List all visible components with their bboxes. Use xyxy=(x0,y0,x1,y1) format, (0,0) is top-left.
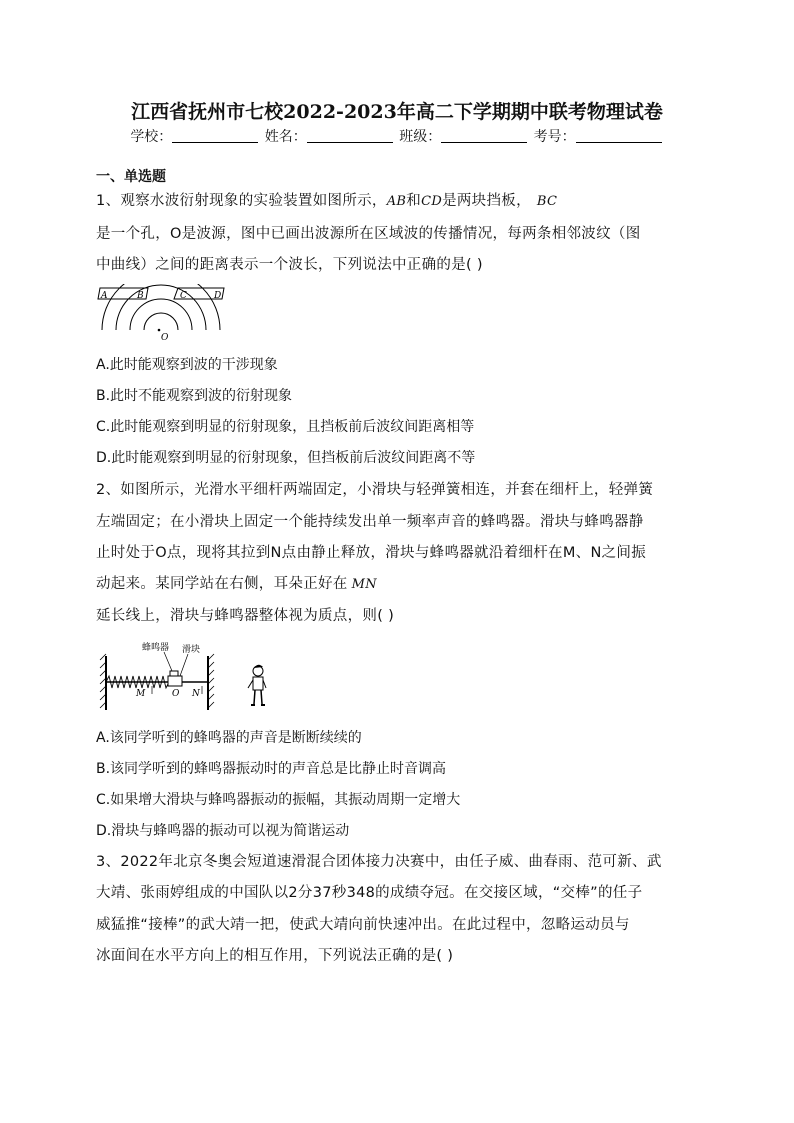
q2-figure-spring-buzzer xyxy=(96,638,276,718)
q1-option-b[interactable]: B.此时不能观察到波的衍射现象 xyxy=(96,388,293,404)
section-heading: 一、单选题 xyxy=(96,169,166,185)
q2-option-a[interactable]: A.该同学听到的蜂鸣器的声音是断断续续的 xyxy=(96,730,362,746)
q3-line-1: 3、2022年北京冬奥会短道速滑混合团体接力决赛中，由任子威、曲春雨、范可新、武 xyxy=(96,854,662,870)
label-n: N xyxy=(192,689,200,699)
q3-line-4: 冰面间在水平方向上的相互作用，下列说法正确的是( ) xyxy=(96,948,454,964)
class-label: 班级： xyxy=(399,129,442,145)
q2-line-3: 止时处于O点，现将其拉到N点由静止释放，滑块与蜂鸣器就沿着细杆在M、N之间振 xyxy=(96,545,647,561)
q1-line-3: 中曲线）之间的距离表示一个波长，下列说法中正确的是( ) xyxy=(96,257,483,273)
q1-option-d[interactable]: D.此时能观察到明显的衍射现象，但挡板前后波纹间距离不等 xyxy=(96,450,476,466)
q2-line-4: 动起来。某同学站在右侧，耳朵正好在 MN xyxy=(96,576,377,592)
q1-line-2: 是一个孔，O是波源，图中已画出波源所在区域波的传播情况，每两条相邻波纹（图 xyxy=(96,226,641,242)
q1-option-a[interactable]: A.此时能观察到波的干涉现象 xyxy=(96,357,278,373)
label-d: D xyxy=(214,291,222,301)
q2-line-1: 2、如图所示，光滑水平细杆两端固定，小滑块与轻弹簧相连，并套在细杆上，轻弹簧 xyxy=(96,482,654,498)
label-a: A xyxy=(101,291,108,301)
q1-line-1: 1、观察水波衍射现象的实验装置如图所示，AB和CD是两块挡板， BC xyxy=(96,193,558,209)
class-blank[interactable] xyxy=(441,128,527,143)
q3-line-3: 威猛推“接棒”的武大靖一把，使武大靖向前快速冲出。在此过程中，忽略运动员与 xyxy=(96,917,630,933)
name-label: 姓名： xyxy=(264,129,307,145)
q2-line-5: 延长线上，滑块与蜂鸣器整体视为质点，则( ) xyxy=(96,608,395,624)
label-c: C xyxy=(180,291,187,301)
label-slider: 滑块 xyxy=(182,645,201,655)
exam-number-blank[interactable] xyxy=(576,128,662,143)
student-info-row xyxy=(0,126,794,146)
q2-option-c[interactable]: C.如果增大滑块与蜂鸣器振动的振幅，其振动周期一定增大 xyxy=(96,792,461,808)
q1-figure-diffraction xyxy=(96,284,230,342)
q2-option-b[interactable]: B.该同学听到的蜂鸣器振动时的声音总是比静止时音调高 xyxy=(96,761,447,777)
label-o: O xyxy=(172,689,180,699)
label-buzzer: 蜂鸣器 xyxy=(142,643,170,653)
student-figure xyxy=(248,665,266,705)
label-o: O xyxy=(161,333,169,342)
label-b: B xyxy=(137,291,144,301)
exam-title: 江西省抚州市七校2022-2023年高二下学期期中联考物理试卷 xyxy=(131,101,663,123)
school-blank[interactable] xyxy=(172,128,258,143)
name-blank[interactable] xyxy=(307,128,393,143)
q1-option-c[interactable]: C.此时能观察到明显的衍射现象，且挡板前后波纹间距离相等 xyxy=(96,419,475,435)
q2-line-2: 左端固定；在小滑块上固定一个能持续发出单一频率声音的蜂鸣器。滑块与蜂鸣器静 xyxy=(96,514,644,530)
q3-line-2: 大靖、张雨婷组成的中国队以2分37秒348的成绩夺冠。在交接区域，“交棒”的任子 xyxy=(96,885,643,901)
exam-number-label: 考号： xyxy=(533,129,576,145)
label-m: M xyxy=(136,689,146,699)
school-label: 学校： xyxy=(130,129,173,145)
q2-option-d[interactable]: D.滑块与蜂鸣器的振动可以视为简谐运动 xyxy=(96,823,350,839)
